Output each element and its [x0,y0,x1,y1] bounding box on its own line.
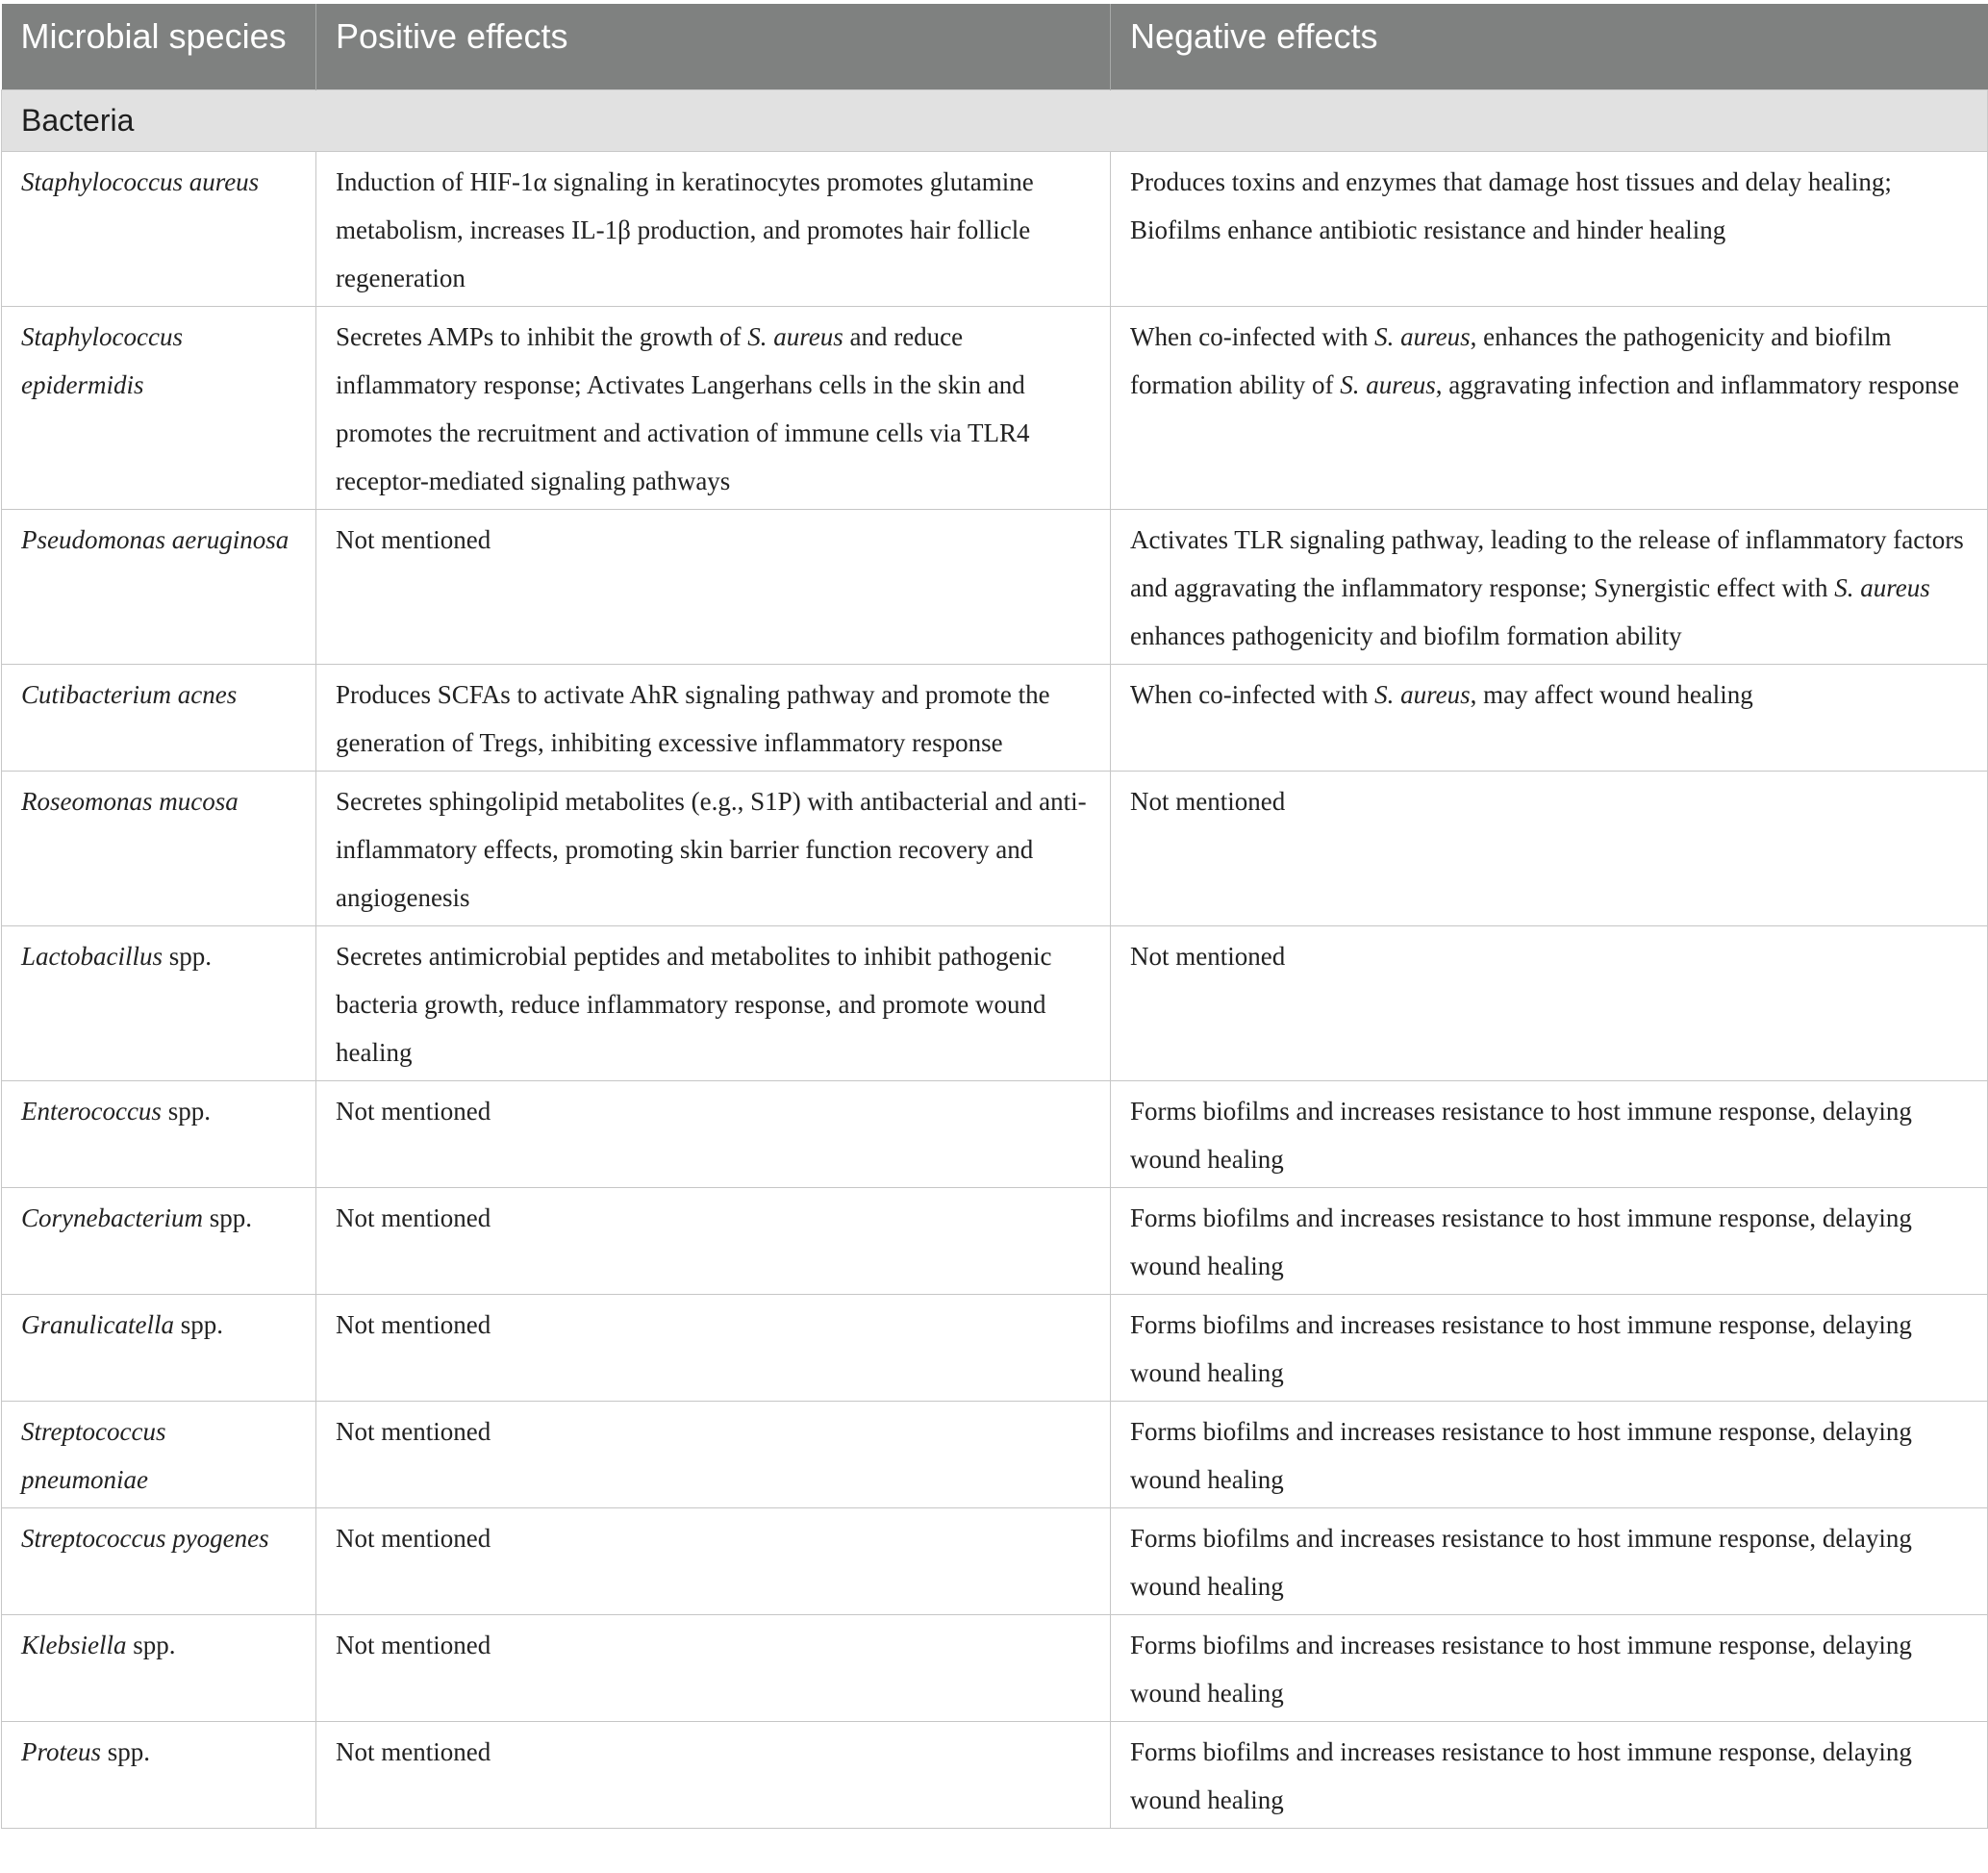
effect-text: Not mentioned [336,1523,491,1553]
species-name: Cutibacterium acnes [21,679,238,709]
negative-effects-cell [1111,1401,1988,1507]
negative-effects-cell [1111,509,1988,664]
table-row [2,151,1988,306]
effect-text: Not mentioned [336,1736,491,1766]
species-cell [2,1187,316,1294]
table-row [2,1614,1988,1721]
species-name: Granulicatella [21,1309,174,1339]
effect-text: Forms biofilms and increases resistance to host immune response, delaying wound healing [1130,1523,1912,1601]
species-name: Roseomonas mucosa [21,786,239,816]
effect-text: Forms biofilms and increases resistance to host immune response, delaying wound healing [1130,1309,1912,1387]
species-suffix: spp. [161,1096,211,1126]
species-cell [2,1721,316,1828]
effect-text: , aggravating infection and inflammatory response [1435,369,1960,399]
species-suffix: spp. [163,941,213,971]
positive-effects-cell [316,1401,1111,1507]
table-row [2,306,1988,509]
italic-species-ref: S. aureus [1374,679,1471,709]
table-row [2,925,1988,1080]
effect-text: Forms biofilms and increases resistance to host immune response, delaying wound healing [1130,1630,1912,1708]
positive-effects-cell [316,1507,1111,1614]
positive-effects-cell [316,664,1111,771]
species-name: Streptococcus pyogenes [21,1523,269,1553]
effect-text: Not mentioned [336,1630,491,1659]
species-cell [2,1401,316,1507]
negative-effects-cell [1111,1080,1988,1187]
table-row [2,1507,1988,1614]
species-suffix: spp. [173,1309,223,1339]
header-positive-effects: Positive effects [316,4,1111,89]
negative-effects-cell [1111,151,1988,306]
species-cell [2,1614,316,1721]
effect-text: , enhances the pathogenicity and biofilm formation ability of [1130,321,1892,399]
negative-effects-cell [1111,1614,1988,1721]
species-cell [2,771,316,925]
negative-effects-cell [1111,306,1988,509]
italic-species-ref: S. aureus [747,321,843,351]
effect-text: Not mentioned [1130,786,1286,816]
italic-species-ref: S. aureus [1834,572,1930,602]
species-cell [2,925,316,1080]
effect-text: Forms biofilms and increases resistance to host immune response, delaying wound healing [1130,1202,1912,1280]
effect-text: Secretes AMPs to inhibit the growth of [336,321,748,351]
negative-effects-cell [1111,1187,1988,1294]
positive-effects-cell [316,509,1111,664]
effect-text: Not mentioned [336,1096,491,1126]
species-cell [2,306,316,509]
species-name: Proteus [21,1736,101,1766]
table-row [2,1294,1988,1401]
effect-text: When co-infected with [1130,679,1375,709]
positive-effects-cell [316,1080,1111,1187]
italic-species-ref: S. aureus [1374,321,1471,351]
positive-effects-cell [316,306,1111,509]
positive-effects-cell [316,1294,1111,1401]
negative-effects-cell [1111,771,1988,925]
effect-text: When co-infected with [1130,321,1375,351]
effect-text: enhances pathogenicity and biofilm formation ability [1130,620,1682,650]
effect-text: , may affect wound healing [1470,679,1753,709]
species-suffix: spp. [126,1630,176,1659]
effect-text: Activates TLR signaling pathway, leading to the release of inflammatory factors and aggravating the inflammatory response; Synergistic effect with [1130,524,1964,602]
header-microbial-species: Microbial species [2,4,316,89]
table-body [2,89,1988,1828]
effect-text: Forms biofilms and increases resistance to host immune response, delaying wound healing [1130,1096,1912,1174]
effect-text: Produces SCFAs to activate AhR signaling pathway and promote the generation of Tregs, inhibiting excessive inflammatory response [336,679,1050,757]
section-row [2,89,1988,151]
species-name: Enterococcus [21,1096,162,1126]
microbial-effects-table [1,4,1988,1829]
effect-text: Not mentioned [336,1416,491,1446]
species-name: Pseudomonas aeruginosa [21,524,289,554]
negative-effects-cell [1111,664,1988,771]
species-suffix: spp. [101,1736,151,1766]
negative-effects-cell [1111,1507,1988,1614]
negative-effects-cell [1111,1721,1988,1828]
section-label: Bacteria [2,89,1988,151]
positive-effects-cell [316,925,1111,1080]
table-row [2,1080,1988,1187]
species-name: Klebsiella [21,1630,127,1659]
table-row [2,1721,1988,1828]
negative-effects-cell [1111,1294,1988,1401]
header-negative-effects: Negative effects [1111,4,1988,89]
effect-text: Induction of HIF-1α signaling in keratinocytes promotes glutamine metabolism, increases IL-1β production, and promotes hair follicle regeneration [336,166,1034,292]
species-name: Lactobacillus [21,941,163,971]
positive-effects-cell [316,771,1111,925]
species-name: Corynebacterium [21,1202,203,1232]
species-cell [2,1080,316,1187]
italic-species-ref: S. aureus [1340,369,1436,399]
header-row [2,4,1988,89]
effect-text: Secretes antimicrobial peptides and metabolites to inhibit pathogenic bacteria growth, reduce inflammatory response, and promote wound healing [336,941,1052,1067]
effect-text: Not mentioned [1130,941,1286,971]
effect-text: Not mentioned [336,1202,491,1232]
effect-text: Forms biofilms and increases resistance to host immune response, delaying wound healing [1130,1736,1912,1814]
table-row [2,1401,1988,1507]
table-row [2,664,1988,771]
effect-text: Not mentioned [336,1309,491,1339]
species-cell [2,664,316,771]
species-suffix: spp. [202,1202,252,1232]
effect-text: and reduce inflammatory response; Activates Langerhans cells in the skin and promotes the recruitment and activation of immune cells via TLR4 receptor-mediated signaling pathways [336,321,1030,495]
positive-effects-cell [316,1187,1111,1294]
negative-effects-cell [1111,925,1988,1080]
species-cell [2,1507,316,1614]
effect-text: Produces toxins and enzymes that damage host tissues and delay healing; Biofilms enhance antibiotic resistance and hinder healing [1130,166,1892,244]
positive-effects-cell [316,1614,1111,1721]
species-name: Streptococcus pneumoniae [21,1416,166,1494]
effect-text: Forms biofilms and increases resistance to host immune response, delaying wound healing [1130,1416,1912,1494]
species-cell [2,1294,316,1401]
effect-text: Not mentioned [336,524,491,554]
species-cell [2,509,316,664]
positive-effects-cell [316,1721,1111,1828]
effect-text: Secretes sphingolipid metabolites (e.g., S1P) with antibacterial and anti-inflammatory effects, promoting skin barrier function recovery and angiogenesis [336,786,1087,912]
positive-effects-cell [316,151,1111,306]
table-row [2,509,1988,664]
table-row [2,771,1988,925]
table-row [2,1187,1988,1294]
species-name: Staphylococcus aureus [21,166,260,196]
species-name: Staphylococcus epidermidis [21,321,183,399]
species-cell [2,151,316,306]
